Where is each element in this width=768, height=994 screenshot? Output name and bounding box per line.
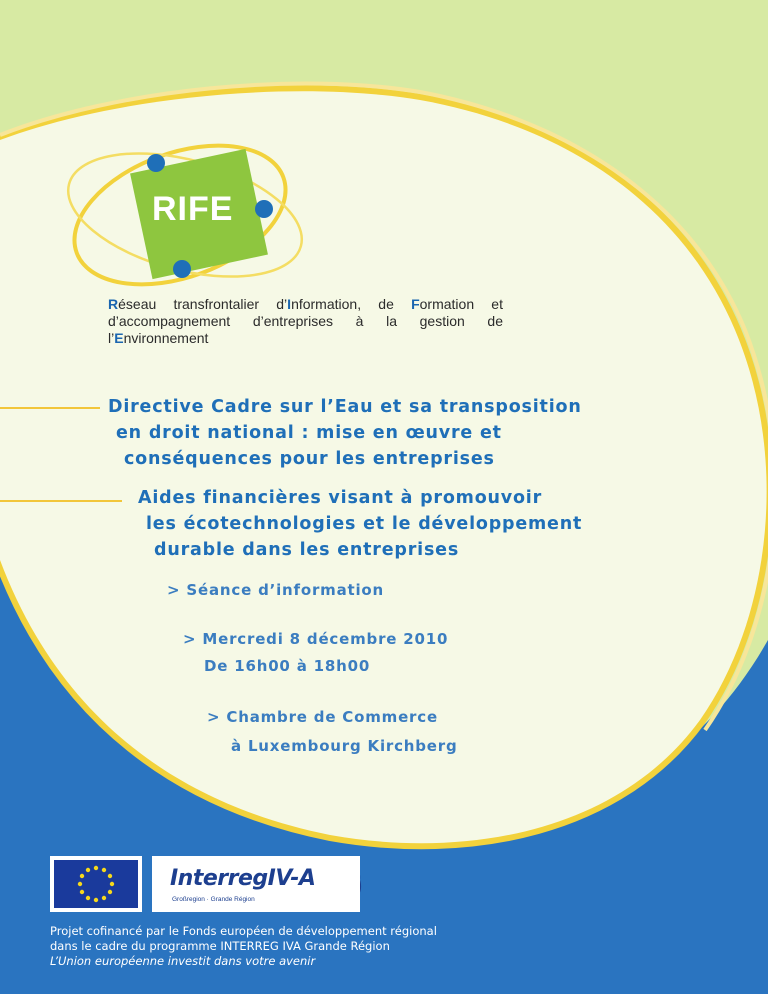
event-venue [207,708,438,726]
event-date [183,630,448,648]
interreg-subtitle: Großregion · Grande Région [172,896,255,903]
tagline-part-4: nvironnement [123,330,209,346]
tagline-initial-f: F [411,296,420,312]
footer-line-2: dans le cadre du programme INTERREG IVA Grande Région [50,939,390,953]
topic-1-line-1: Directive Cadre sur l’Eau et sa transposition [108,397,582,417]
interreg-logo [152,856,360,912]
tagline-initial-e: E [114,330,124,346]
arrow-icon: > [207,708,221,726]
topic-2-line-3: durable dans les entreprises [154,540,460,560]
footer-line-1: Projet cofinancé par le Fonds européen de développement régional [50,924,437,938]
rife-logo-text: RIFE [152,190,234,228]
topic-2-line-2: les écotechnologies et le développement [146,514,583,534]
tagline-part-2: nformation, de [291,296,412,312]
eu-stars-icon [54,860,138,908]
topic-1-line-2: en droit national : mise en œuvre et [116,423,502,443]
footer-line-3: L’Union européenne investit dans votre avenir [50,954,316,968]
tagline-part-1: éseau transfrontalier d’ [118,296,288,312]
eu-flag-field [54,860,138,908]
topic-2-line-1: Aides financières visant à promouvoir [138,488,543,508]
tagline-part-3: ormation et d’accompagnement d’entreprises à la gestion de l’ [108,296,503,346]
tagline-initial-r: R [108,296,119,312]
arrow-icon: > [167,581,181,599]
event-venue-label: Chambre de Commerce [226,708,438,726]
event-date-label: Mercredi 8 décembre 2010 [202,630,449,648]
event-time: De 16h00 à 18h00 [204,657,371,675]
eu-flag-logo [50,856,142,912]
footer [50,924,437,969]
event-type-label: Séance d’information [186,581,385,599]
rife-tagline [108,296,503,347]
interreg-wordmark: InterregIV-A [170,866,316,891]
topic-1-line-3: conséquences pour les entreprises [124,449,495,469]
event-venue-line-2: à Luxembourg Kirchberg [231,737,458,755]
tagline-initial-i: I [287,296,292,312]
arrow-icon: > [183,630,197,648]
event-type [167,581,384,599]
